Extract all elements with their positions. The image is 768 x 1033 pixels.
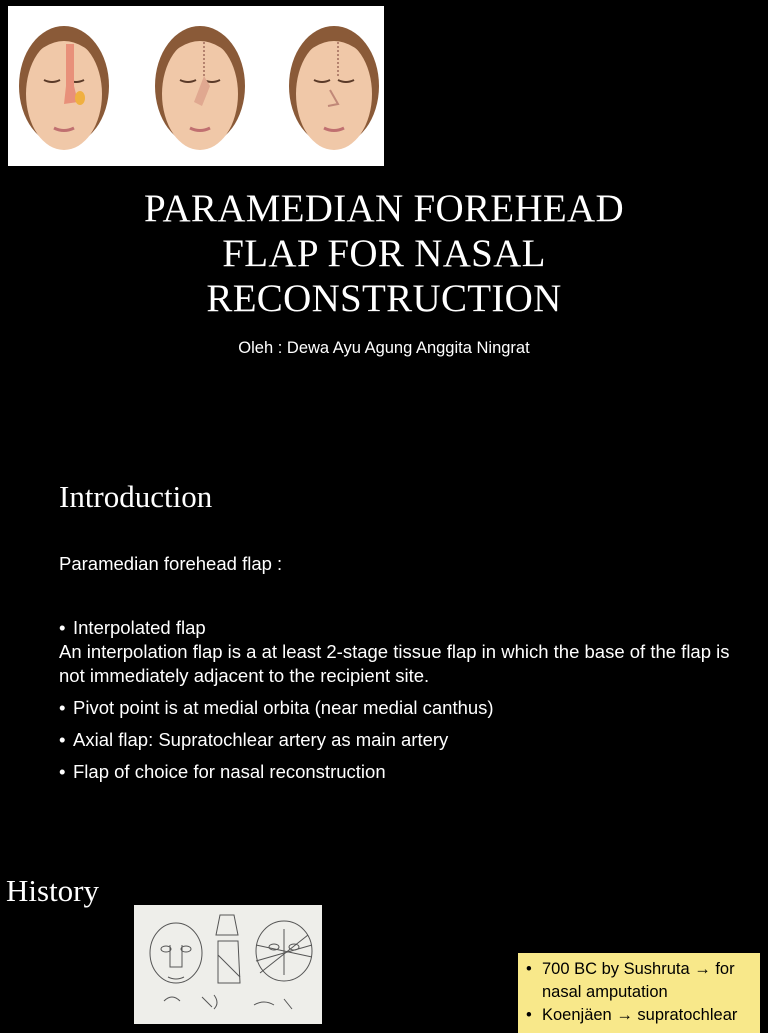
bullet-flap-of-choice: • Flap of choice for nasal reconstruction [59, 760, 749, 784]
slide-title [0, 186, 768, 321]
intro-body [59, 552, 749, 784]
history-item-sushruta: • 700 BC by Sushruta → for nasal amputation [526, 958, 754, 1004]
face-illustrations-svg [8, 6, 384, 166]
historical-sketch-svg [134, 905, 322, 1024]
slide-author: Oleh : Dewa Ayu Agung Anggita Ningrat [238, 339, 530, 357]
bullet-pivot-point: • Pivot point is at medial orbita (near medial canthus) [59, 696, 749, 720]
history-note-box [518, 953, 760, 1033]
slide-title-line-3: RECONSTRUCTION [206, 277, 562, 320]
interpolation-definition: An interpolation flap is a at least 2-stage tissue flap in which the base of the flap is not immediately adjacent to the recipient site. [59, 641, 730, 686]
slide-title-line-2: FLAP FOR NASAL [222, 232, 546, 275]
history-heading: History [6, 873, 99, 908]
slide-title-line-1: PARAMEDIAN FOREHEAD [144, 187, 624, 230]
face-stage-1 [19, 26, 109, 150]
historical-sketch-image [134, 905, 322, 1024]
face-stage-2 [155, 26, 245, 150]
face-illustrations [8, 6, 384, 166]
face-stage-3 [289, 26, 379, 150]
intro-heading: Introduction [59, 479, 213, 514]
bullet-axial-flap: • Axial flap: Supratochlear artery as main artery [59, 728, 749, 752]
bullet-interpolated-flap: • Interpolated flap [59, 616, 749, 640]
history-item-koenjaen: • Koenjäen → supratochlear [526, 1004, 754, 1027]
intro-lead: Paramedian forehead flap : [59, 553, 283, 574]
